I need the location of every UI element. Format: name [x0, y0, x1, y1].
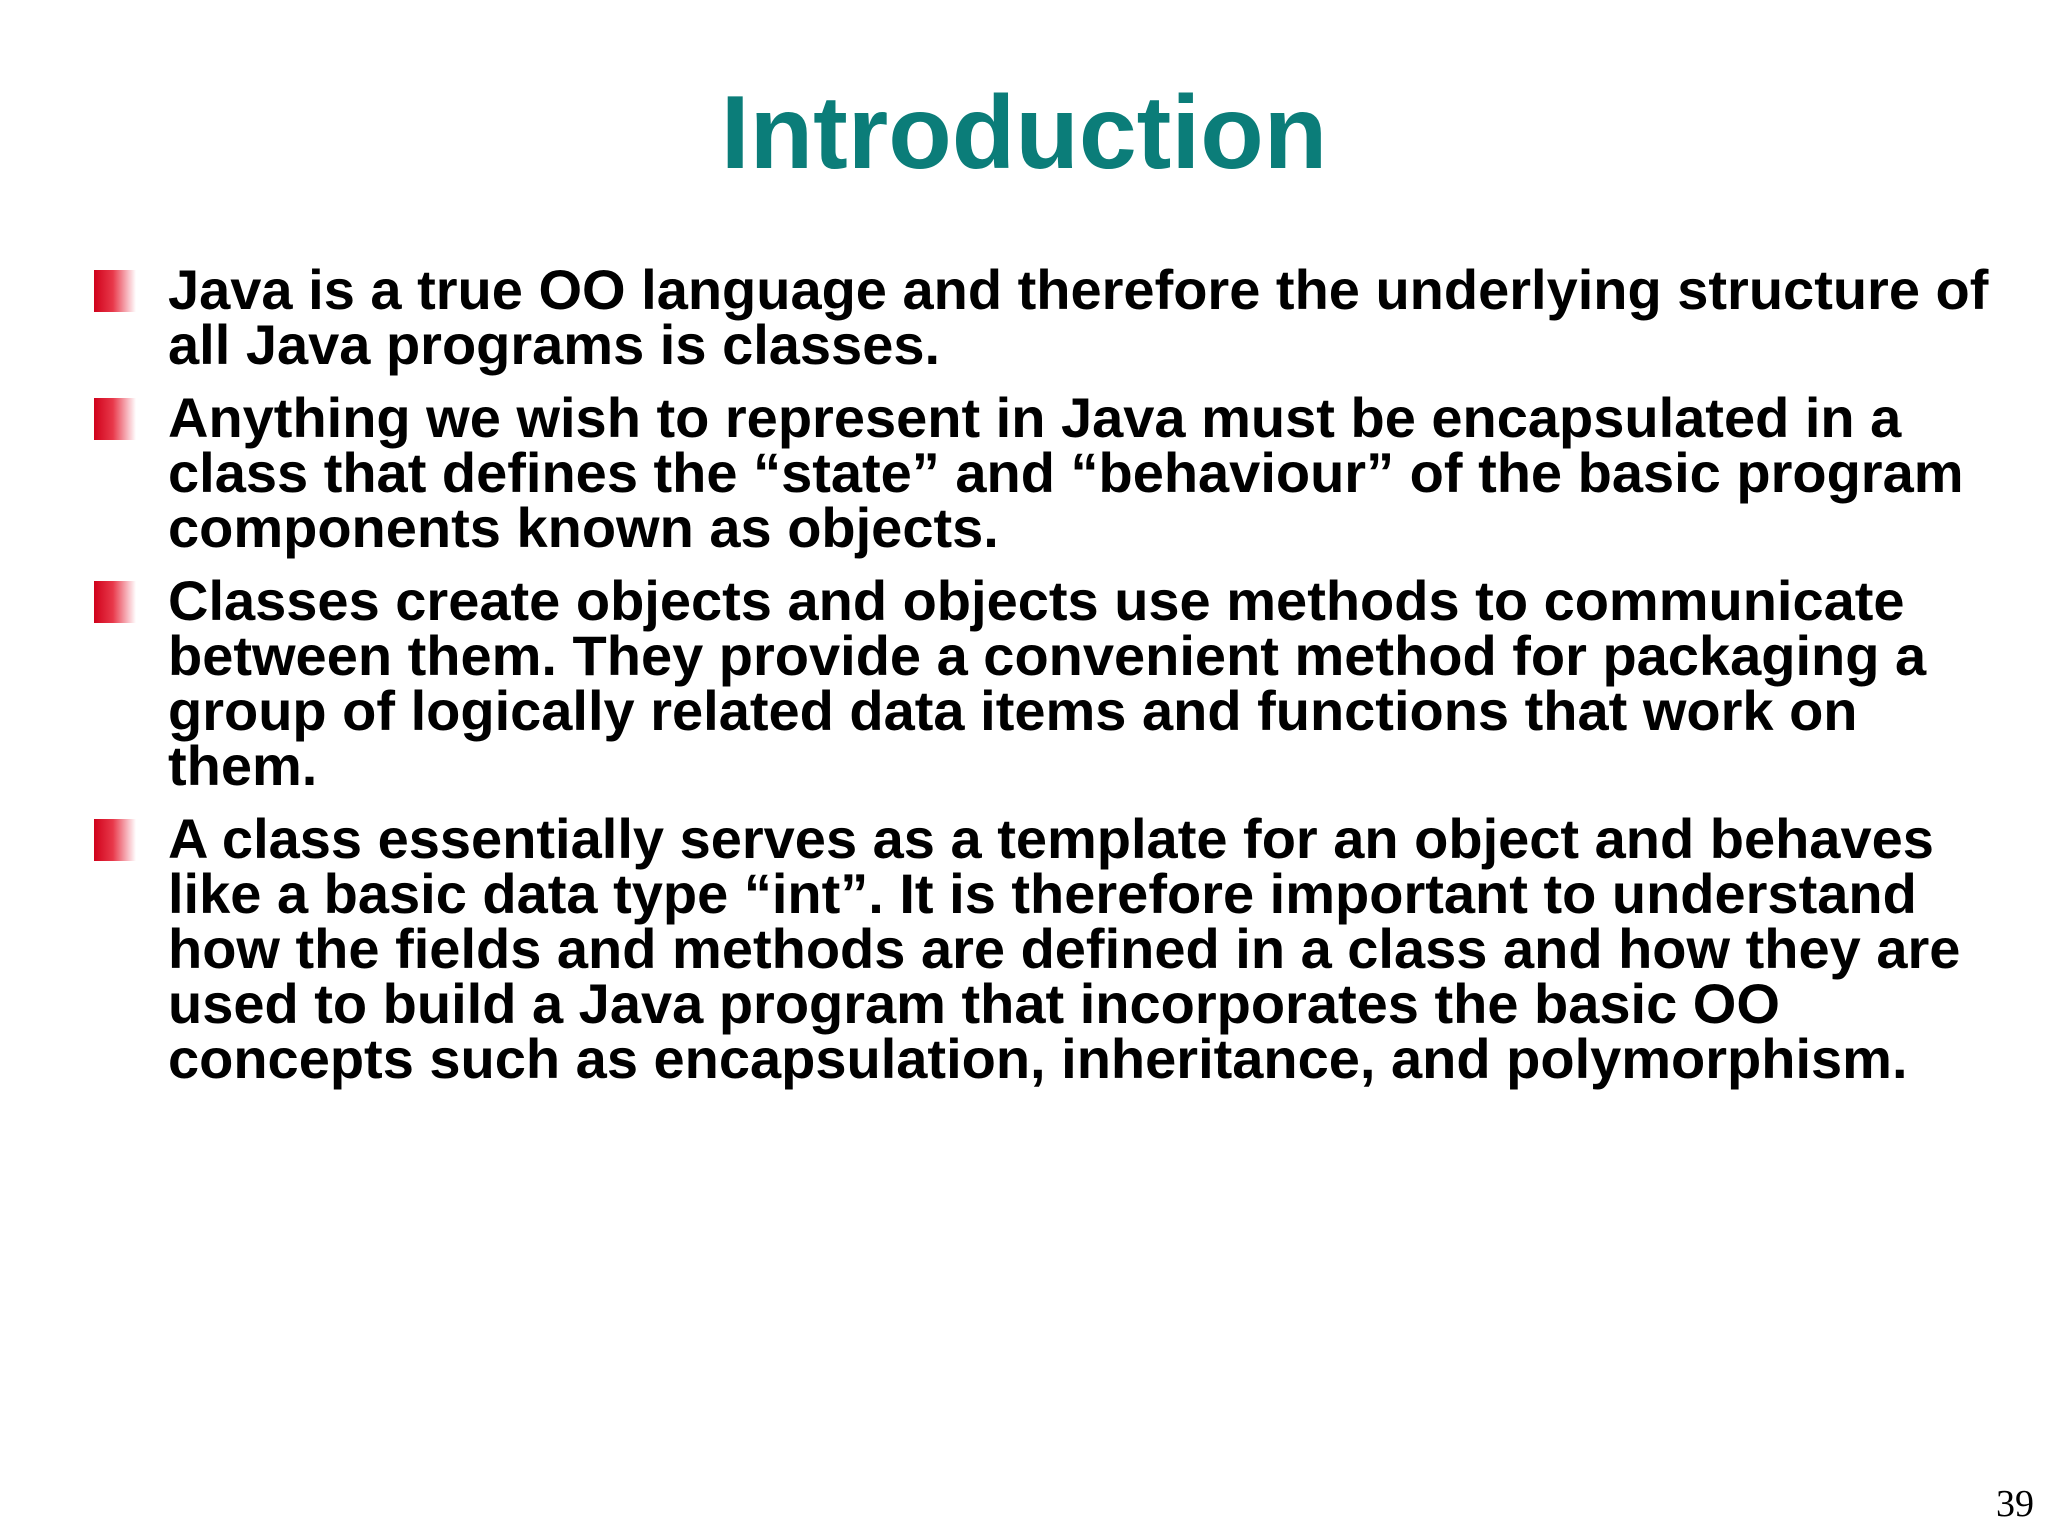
square-bullet-icon — [94, 270, 136, 312]
bullet-item — [0, 386, 2048, 559]
square-bullet-icon — [94, 819, 136, 861]
slide-title: Introduction — [720, 75, 1328, 191]
page-number: 39 — [1996, 1483, 2034, 1525]
bullet-text: A class essentially serves as a template for an object and behaves like a basic data type “int”. It is therefore important to understand how the fields and methods are defined in a class and how they are used to build a Java program that incorporates the basic OO concepts such as encapsulation, inheritance, and polymorphism. — [168, 807, 1961, 1090]
bullet-text: Classes create objects and objects use methods to communicate between them. They provide a convenient method for packaging a group of logically related data items and functions that work on them. — [168, 569, 1927, 797]
bullet-item — [0, 807, 2048, 1090]
square-bullet-icon — [94, 398, 136, 440]
square-bullet-icon — [94, 581, 136, 623]
bullet-item — [0, 258, 2048, 376]
bullet-item — [0, 569, 2048, 797]
bullet-list — [0, 258, 2048, 1104]
bullet-text: Java is a true OO language and therefore the underlying structure of all Java programs is classes. — [168, 258, 1989, 376]
bullet-text: Anything we wish to represent in Java must be encapsulated in a class that defines the “state” and “behaviour” of the basic program components known as objects. — [168, 386, 1964, 559]
